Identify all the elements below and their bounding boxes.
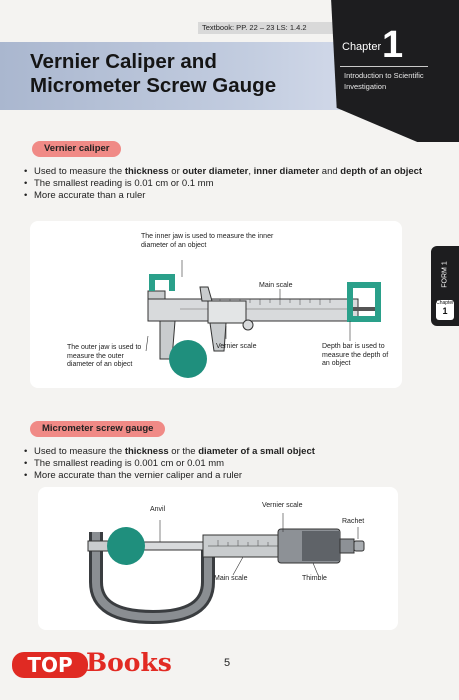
label-vernier-scale: Vernier scale bbox=[216, 343, 257, 350]
label-thimble: Thimble bbox=[302, 575, 327, 582]
chapter-divider bbox=[340, 66, 428, 67]
label-anvil: Anvil bbox=[150, 506, 166, 513]
label-outer-jaw: The outer jaw is used to measure the outer diameter of an object bbox=[67, 344, 142, 368]
micrometer-bullet-2: • The smallest reading is 0.001 cm or 0.01 mm bbox=[24, 458, 424, 470]
label-inner-jaw: The inner jaw is used to measure the inner diameter of an object bbox=[141, 233, 274, 249]
form-label-text: FORM 1 bbox=[441, 260, 449, 288]
page-number: 5 bbox=[224, 657, 231, 669]
chapter-subtitle: Introduction to Scientific Investigation bbox=[344, 71, 424, 91]
vernier-bullets bbox=[24, 166, 424, 202]
side-chapter-word: Chapter bbox=[436, 300, 454, 306]
title-line-2: Micrometer Screw Gauge bbox=[30, 74, 277, 97]
micrometer-bullet-3: • More accurate than the vernier caliper and a ruler bbox=[24, 470, 424, 482]
chapter-label: Chapter bbox=[342, 41, 382, 53]
micrometer-illustration bbox=[38, 487, 398, 630]
side-chapter-box bbox=[436, 300, 454, 320]
form-label bbox=[431, 254, 459, 294]
logo-books-text: Books bbox=[86, 648, 172, 677]
vernier-bullet-3: • More accurate than a ruler bbox=[24, 190, 424, 202]
label-micrometer-vernier-scale: Vernier scale bbox=[262, 502, 303, 509]
page-title bbox=[30, 50, 276, 98]
section-heading-micrometer: Micrometer screw gauge bbox=[30, 421, 165, 437]
vernier-bullet-1: • Used to measure the thickness or outer diameter, inner diameter and depth of an object bbox=[24, 166, 424, 178]
section-heading-vernier: Vernier caliper bbox=[32, 141, 121, 157]
chapter-number: 1 bbox=[382, 24, 404, 66]
micrometer-bullet-1: • Used to measure the thickness or the diameter of a small object bbox=[24, 446, 424, 458]
label-depth-bar: Depth bar is used to measure the depth of an object bbox=[322, 343, 389, 367]
textbook-reference: Textbook: PP. 22 – 23 LS: 1.4.2 bbox=[198, 22, 338, 34]
side-chapter-number: 1 bbox=[442, 306, 448, 316]
micrometer-bullets bbox=[24, 446, 424, 482]
title-line-1: Vernier Caliper and bbox=[30, 50, 217, 73]
vernier-bullet-2: • The smallest reading is 0.01 cm or 0.1 mm bbox=[24, 178, 424, 190]
label-micrometer-main-scale: Main scale bbox=[214, 575, 248, 582]
label-main-scale: Main scale bbox=[259, 282, 293, 289]
label-rachet: Rachet bbox=[342, 518, 365, 525]
logo-top-badge: TOP bbox=[12, 652, 88, 678]
